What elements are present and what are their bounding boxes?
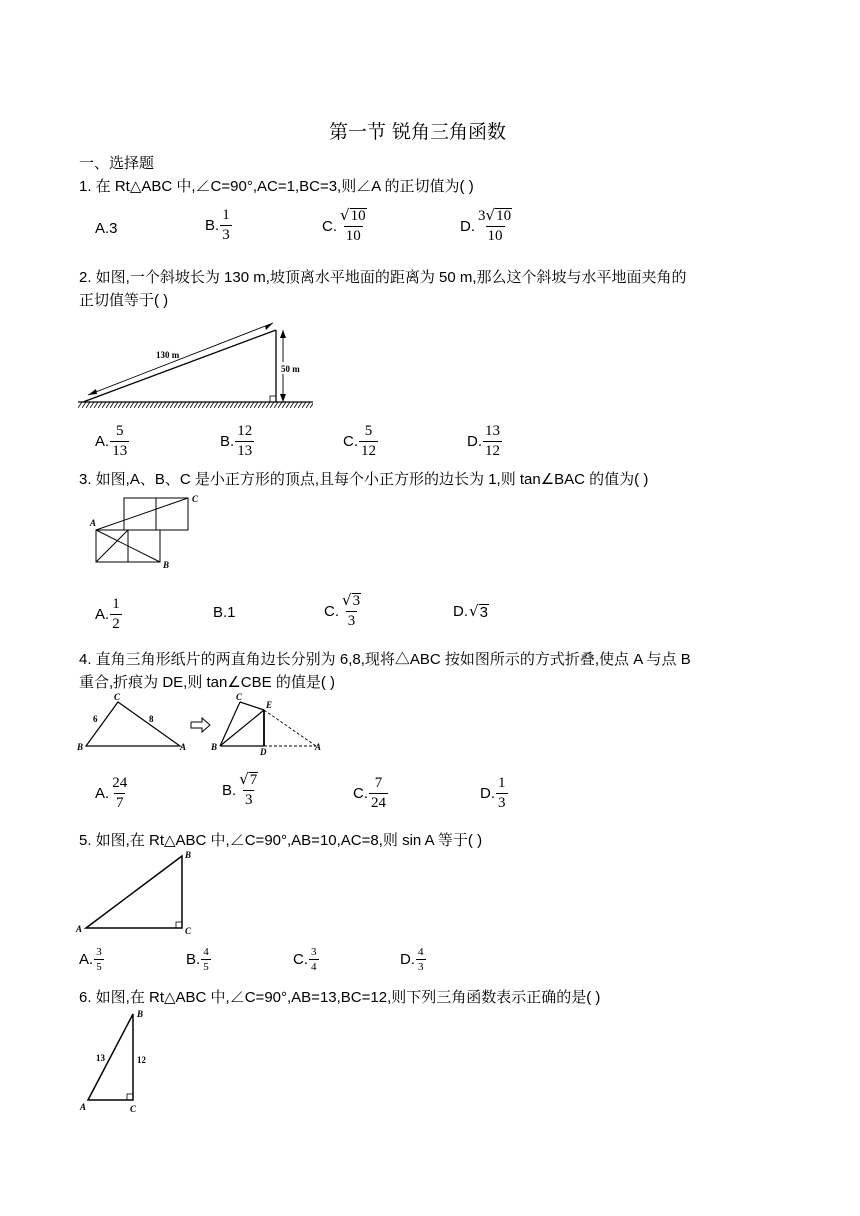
- label-12: 12: [137, 1055, 146, 1065]
- question-5-text: 5. 如图,在 Rt△ABC 中,∠C=90°,AB=10,AC=8,则 sin A 等于( ): [79, 832, 483, 849]
- fraction: $\frac{3}{5}$: [96, 946, 102, 973]
- label-c2: C: [236, 692, 243, 702]
- label-a: A: [80, 1102, 87, 1112]
- question-2-text-line1: 2. 如图,一个斜坡长为 130 m,坡顶离水平地面的距离为 50 m,那么这个斜坡与水平地面夹角的: [79, 269, 687, 286]
- fraction: $\frac{3}{4}$: [311, 946, 317, 973]
- q2-option-d: D. $\frac{13}{12}$: [467, 423, 500, 459]
- label-c: C: [114, 692, 121, 702]
- fraction: $\frac{5}{13}$: [112, 423, 128, 459]
- question-1-text: 1. 在 Rt△ABC 中,∠C=90°,AC=1,BC=3,则∠A 的正切值为( ): [79, 178, 474, 195]
- point-c-label: C: [192, 494, 199, 504]
- fraction: $\frac{1}{3}$: [498, 775, 506, 811]
- original-triangle: [86, 702, 180, 746]
- label-c: C: [130, 1104, 137, 1114]
- fraction: $\frac{7}{24}$: [371, 775, 386, 811]
- q1-option-c: [322, 207, 369, 245]
- arrow-head: [88, 389, 97, 395]
- fraction: $\frac{24}{7}$: [112, 775, 128, 811]
- fraction: 3 √ 10 10: [478, 206, 512, 244]
- option-prefix: C.: [322, 217, 337, 235]
- label-c: C: [185, 926, 192, 936]
- label-8: 8: [149, 714, 154, 724]
- point-b-label: B: [163, 560, 170, 570]
- label-a: A: [180, 742, 187, 752]
- fraction: √ 7 3: [239, 770, 258, 808]
- label-b: B: [77, 742, 84, 752]
- fraction: $\frac{5}{12}$: [361, 423, 376, 459]
- question-3-text: 3. 如图,A、B、C 是小正方形的顶点,且每个小正方形的边长为 1,则 tan∠BAC 的值为( ): [79, 471, 649, 488]
- square-root: √ 3: [469, 602, 488, 621]
- fraction: $\frac{4}{3}$: [418, 946, 424, 973]
- fraction: $\frac{1}{2}$: [112, 596, 120, 632]
- slope-length-label: 130 m: [156, 350, 180, 360]
- label-d: D: [260, 747, 267, 756]
- label-a: A: [76, 924, 83, 934]
- question-6-text: 6. 如图,在 Rt△ABC 中,∠C=90°,AB=13,BC=12,则下列三角函数表示正确的是( ): [79, 989, 601, 1006]
- slope-dimension-line: [88, 323, 273, 395]
- label-b: B: [185, 850, 192, 860]
- q4-option-a: A. $\frac{24}{7}$: [95, 775, 128, 811]
- q2-option-a: A. $\frac{5}{13}$: [95, 423, 128, 459]
- fraction: $\frac{4}{5}$: [203, 946, 209, 973]
- q4-option-d: D. $\frac{1}{3}$: [480, 775, 506, 811]
- arrow-head: [280, 330, 286, 338]
- q5-option-c: C. $\frac{3}{4}$: [293, 946, 317, 973]
- q4-option-c: C. $\frac{7}{24}$: [353, 775, 386, 811]
- fold-figure: [74, 692, 324, 756]
- arrow-head: [265, 323, 273, 330]
- q4-option-b: B. √ 7 3: [222, 771, 260, 809]
- q3-option-c: C. √ 3 3: [324, 592, 363, 630]
- q5-option-a: A. $\frac{3}{5}$: [79, 946, 102, 973]
- label-13: 13: [96, 1053, 105, 1063]
- fraction: $\frac{12}{13}$: [237, 423, 253, 459]
- option-prefix: D.: [460, 217, 475, 235]
- section-heading: 一、选择题: [79, 155, 155, 172]
- point-a-label: A: [90, 518, 97, 528]
- q3-option-b: B.1: [213, 604, 236, 621]
- label-b2: B: [211, 742, 218, 752]
- page-title: 第一节 锐角三角函数: [329, 121, 507, 143]
- right-angle-mark: [270, 396, 276, 402]
- ground-hatch: [78, 402, 313, 408]
- q2-option-c: C. $\frac{5}{12}$: [343, 423, 376, 459]
- question-4-text-line1: 4. 直角三角形纸片的两直角边长分别为 6,8,现将△ABC 按如图所示的方式折叠,使点 A 与点 B: [79, 651, 691, 668]
- triangle-figure-q5: [74, 850, 200, 936]
- label-e: E: [266, 700, 273, 710]
- label-a2: A: [315, 742, 322, 752]
- q1-option-d: [460, 207, 514, 245]
- slope-line: [83, 330, 276, 402]
- q1-option-b: [205, 207, 232, 244]
- question-2-text-line2: 正切值等于( ): [79, 292, 169, 309]
- q5-option-d: D. $\frac{4}{3}$: [400, 946, 424, 973]
- slope-figure: [78, 318, 318, 410]
- fraction: √ 3 3: [342, 591, 361, 629]
- label-6: 6: [93, 714, 98, 724]
- option-prefix: B.: [205, 217, 220, 234]
- fraction: $\frac{13}{12}$: [485, 423, 500, 459]
- fraction: $\frac{1}{3}$: [222, 207, 230, 243]
- arrow-head: [280, 394, 286, 402]
- q3-option-a: A. $\frac{1}{2}$: [95, 596, 120, 632]
- height-label: 50 m: [281, 364, 300, 374]
- q2-option-b: B. $\frac{12}{13}$: [220, 423, 253, 459]
- triangle-figure-q6: [76, 1006, 166, 1116]
- fraction: √ 10 10: [340, 206, 366, 244]
- label-b: B: [137, 1009, 144, 1019]
- question-4-text-line2: 重合,折痕为 DE,则 tan∠CBE 的值是( ): [79, 674, 335, 691]
- q3-option-d: D. √ 3: [453, 602, 488, 621]
- arrow-right-icon: [191, 718, 210, 732]
- q5-option-b: B. $\frac{4}{5}$: [186, 946, 209, 973]
- grid-figure: [88, 492, 208, 572]
- q1-option-a: A.3: [95, 220, 118, 237]
